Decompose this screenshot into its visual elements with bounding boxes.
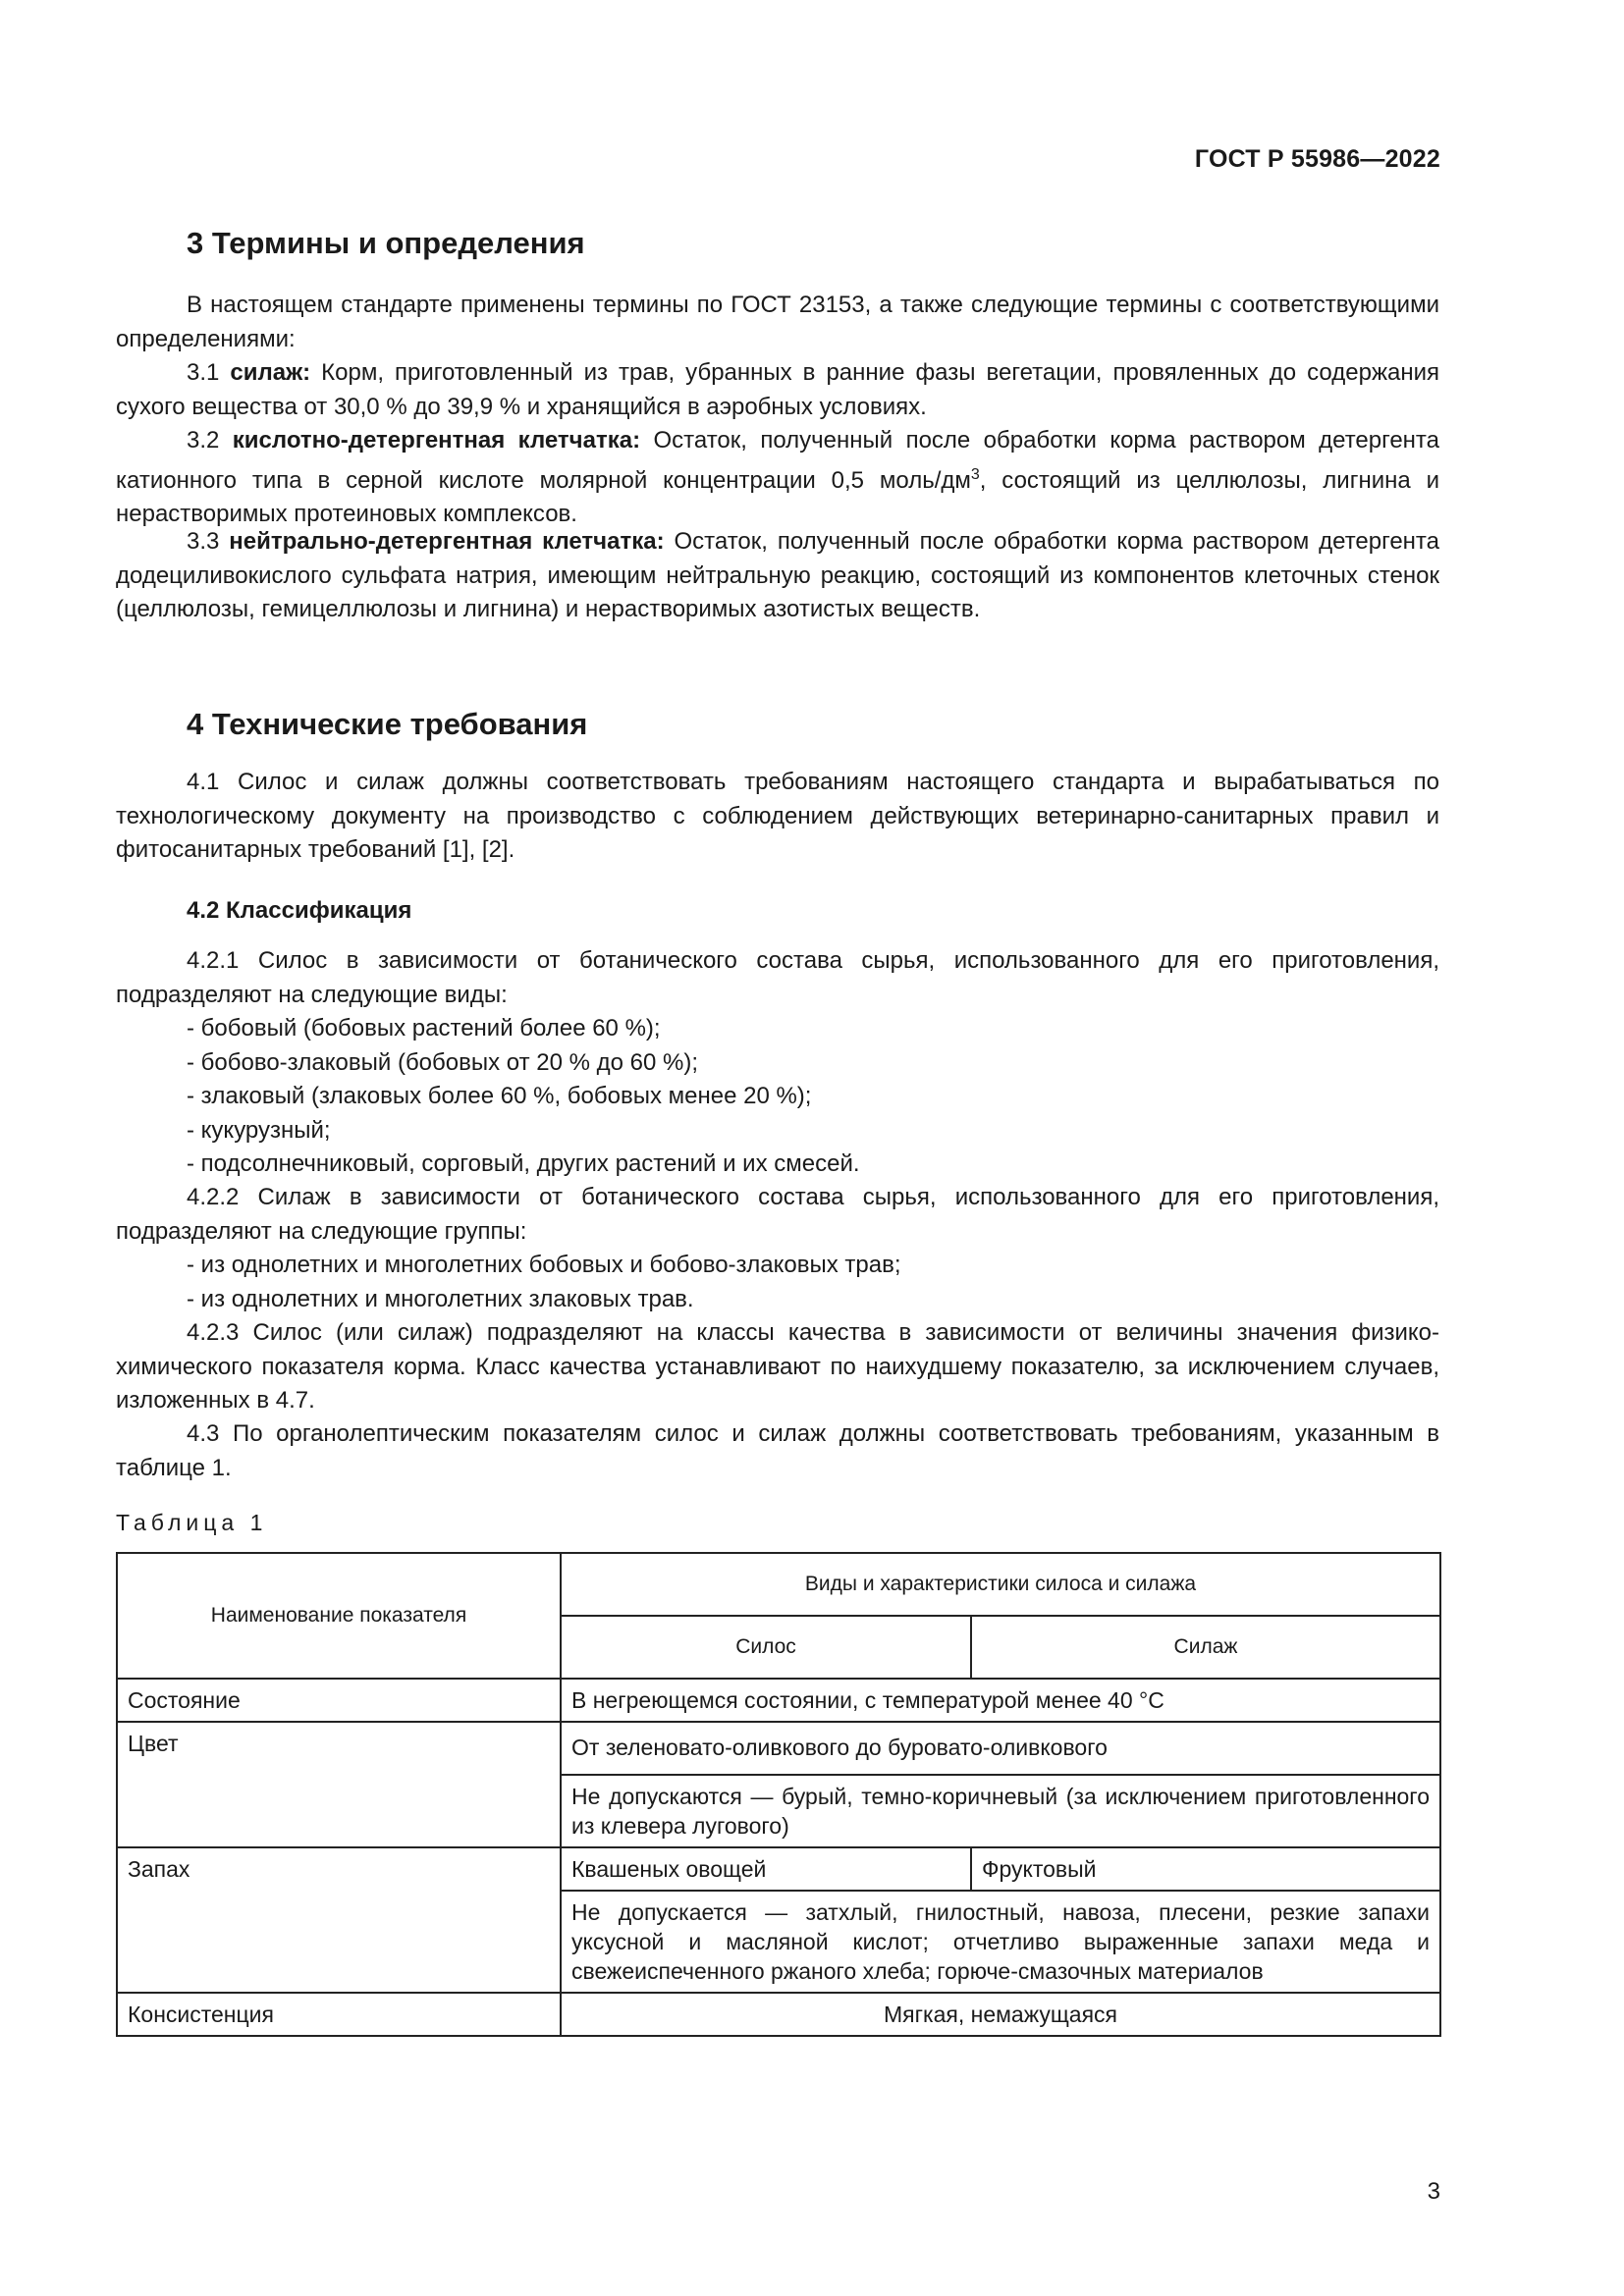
paragraph-4-2-1: 4.2.1 Силос в зависимости от ботанического состава сырья, использованного для его приготовления, подразделяют на следующие виды: (116, 947, 1439, 1008)
superscript: 3 (970, 465, 980, 483)
cell-value: От зеленовато-оливкового до буровато-оливкового (561, 1722, 1440, 1775)
subsection-4-2-title: 4.2 Классификация (187, 897, 412, 924)
list-item: - бобовый (бобовых растений более 60 %); (187, 1015, 661, 1041)
term-name: кислотно-детергентная клетчатка: (232, 427, 641, 454)
term-definition: Остаток, полученный после обработки корма раствором детергента додециливокислого сульфата натрия, имеющим нейтральную реакцию, состоящий из компонентов клеточных стенок (целлюлозы, гемицеллюлозы и лигнина) и нерастворимых азотистых веществ. (116, 528, 1440, 622)
cell-value: Мягкая, немажущаяся (561, 1993, 1440, 2036)
section-3-title: 3 Термины и определения (187, 226, 585, 260)
header-silos: Силос (561, 1616, 971, 1679)
row-label: Состояние (117, 1679, 561, 1722)
standard-code: ГОСТ Р 55986—2022 (1194, 145, 1440, 173)
header-types: Виды и характеристики силоса и силажа (561, 1553, 1440, 1616)
term-name: силаж: (230, 359, 311, 386)
list-item: - злаковый (злаковых более 60 %, бобовых менее 20 %); (187, 1083, 812, 1109)
term-number: 3.2 (187, 427, 220, 454)
row-label: Запах (117, 1847, 561, 1993)
table-organoleptic (116, 1552, 1441, 2037)
table-row (117, 1993, 1440, 2036)
row-label: Консистенция (117, 1993, 561, 2036)
table-row (117, 1679, 1440, 1722)
header-indicator: Наименование показателя (117, 1553, 561, 1679)
term-3-3 (116, 525, 1439, 627)
paragraph-4-2-3: 4.2.3 Силос (или силаж) подразделяют на классы качества в зависимости от величины значения физико-химического показателя корма. Класс качества устанавливают по наихудшему показателю, за исключением случаев, изложенных в 4.7. (116, 1319, 1439, 1414)
section-4-title: 4 Технические требования (187, 707, 588, 741)
list-item: - из однолетних и многолетних злаковых трав. (187, 1285, 694, 1312)
term-definition: Корм, приготовленный из трав, убранных в ранние фазы вегетации, провяленных до содержания сухого вещества от 30,0 % до 39,9 % и хранящийся в аэробных условиях. (116, 359, 1440, 420)
cell-value: В негреющемся состоянии, с температурой менее 40 °С (561, 1679, 1440, 1722)
list-item: - кукурузный; (187, 1116, 331, 1144)
list-item: - подсолнечниковый, сорговый, других растений и их смесей. (187, 1150, 860, 1177)
paragraph-4-1: 4.1 Силос и силаж должны соответствовать требованиям настоящего стандарта и вырабатываться по технологическому документу на производство с соблюдением действующих ветеринарно-санитарных правил и фитосанитарных требований [1], [2]. (116, 769, 1439, 863)
term-number: 3.1 (187, 359, 220, 386)
paragraph-4-2-2: 4.2.2 Силаж в зависимости от ботанического состава сырья, использованного для его приготовления, подразделяют на следующие группы: (116, 1184, 1439, 1245)
table-row (117, 1722, 1440, 1775)
term-3-2 (116, 424, 1439, 532)
table-caption: Таблица 1 (116, 1510, 268, 1535)
row-label: Цвет (117, 1722, 561, 1847)
list-silazh-groups (187, 1249, 901, 1316)
list-item: - бобово-злаковый (бобовых от 20 % до 60 %); (187, 1048, 699, 1076)
list-silos-types (187, 1012, 860, 1182)
cell-value: Квашеных овощей (561, 1847, 971, 1891)
list-item: - из однолетних и многолетних бобовых и бобово-злаковых трав; (187, 1252, 901, 1278)
paragraph-4-3: 4.3 По органолептическим показателям силос и силаж должны соответствовать требованиям, указанным в таблице 1. (116, 1420, 1439, 1481)
cell-value: Не допускаются — бурый, темно-коричневый (за исключением приготовленного из клевера лугового) (561, 1775, 1440, 1847)
term-definition: Остаток, полученный после обработки корма раствором детергента катионного типа в серной кислоте молярной концентрации 0,5 моль/дм (116, 427, 1440, 494)
table-row (117, 1847, 1440, 1891)
term-number: 3.3 (187, 528, 220, 555)
term-name: нейтрально-детергентная клетчатка: (229, 528, 665, 555)
term-definition-cont: , состоящий из целлюлозы, лигнина и нерастворимых протеиновых комплексов. (116, 466, 1439, 527)
cell-value: Фруктовый (971, 1847, 1440, 1891)
section-3-intro: В настоящем стандарте применены термины по ГОСТ 23153, а также следующие термины с соответствующими определениями: (116, 292, 1439, 352)
term-3-1 (116, 356, 1439, 424)
cell-value: Не допускается — затхлый, гнилостный, навоза, плесени, резкие запахи уксусной и масляной кислот; отчетливо выраженные запахи меда и свежеиспеченного ржаного хлеба; горюче-смазочных материалов (561, 1891, 1440, 1993)
header-silazh: Силаж (971, 1616, 1440, 1679)
page-number: 3 (1427, 2178, 1440, 2205)
